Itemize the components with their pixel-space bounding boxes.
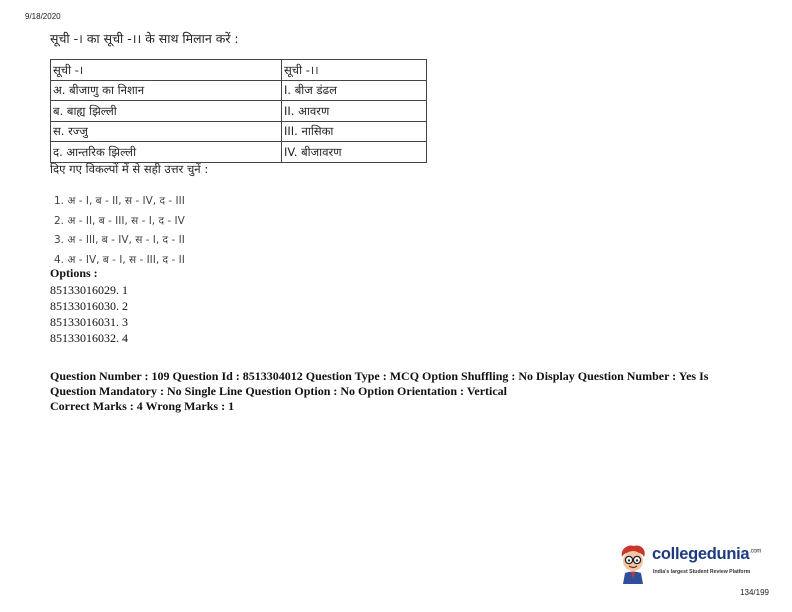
table-cell: II. आवरण	[282, 101, 427, 122]
table-row	[51, 80, 427, 101]
table-cell: III. नासिका	[282, 121, 427, 142]
table-cell: सूची -।	[51, 60, 282, 81]
option-id: 85133016029. 1	[50, 283, 128, 297]
answer-options-list	[54, 192, 185, 270]
page-number: 134/199	[740, 588, 769, 597]
option-id: 85133016032. 4	[50, 331, 128, 345]
table-cell: ब. बाह्य झिल्ली	[51, 101, 282, 122]
brand-tld: .com	[749, 548, 762, 555]
answer-option: 3. अ - III, ब - IV, स - I, द - II	[54, 234, 185, 246]
table-row	[51, 101, 427, 122]
table-cell: IV. बीजावरण	[282, 142, 427, 163]
mascot-icon	[616, 543, 650, 585]
collegedunia-logo	[616, 543, 766, 585]
answer-option: 1. अ - I, ब - II, स - IV, द - III	[54, 195, 185, 207]
answer-option: 4. अ - IV, ब - I, स - III, द - II	[54, 253, 185, 266]
question-title: सूची -। का सूची -।। के साथ मिलान करें :	[50, 31, 239, 46]
option-ids-list	[50, 282, 128, 346]
option-id: 85133016030. 2	[50, 299, 128, 313]
match-table	[50, 59, 427, 163]
brand-tagline: India's largest Student Review Platform	[653, 569, 751, 575]
question-instruction: दिए गए विकल्पों में से सही उत्तर चुनें :	[50, 162, 209, 176]
table-cell: सूची -।।	[282, 60, 427, 81]
option-id: 85133016031. 3	[50, 315, 128, 329]
question-meta	[50, 369, 730, 414]
table-cell: स. रज्जु	[51, 121, 282, 142]
table-cell: I. बीज डंढल	[282, 80, 427, 101]
brand-text: collegedunia	[652, 545, 750, 563]
meta-line: Correct Marks : 4 Wrong Marks : 1	[50, 399, 235, 413]
table-row	[51, 142, 427, 163]
brand-name	[652, 545, 761, 564]
table-cell: अ. बीजाणु का निशान	[51, 80, 282, 101]
meta-line: Question Number : 109 Question Id : 8513304012 Question Type : MCQ Option Shuffling : No Display Question Number : Yes Is	[50, 369, 709, 383]
options-heading: Options :	[50, 266, 98, 280]
table-row	[51, 60, 427, 81]
table-cell: द. आन्तरिक झिल्ली	[51, 142, 282, 163]
table-row	[51, 121, 427, 142]
answer-option: 2. अ - II, ब - III, स - I, द - IV	[54, 214, 185, 227]
meta-line: Question Mandatory : No Single Line Question Option : No Option Orientation : Vertical	[50, 384, 508, 398]
print-date: 9/18/2020	[25, 12, 61, 21]
